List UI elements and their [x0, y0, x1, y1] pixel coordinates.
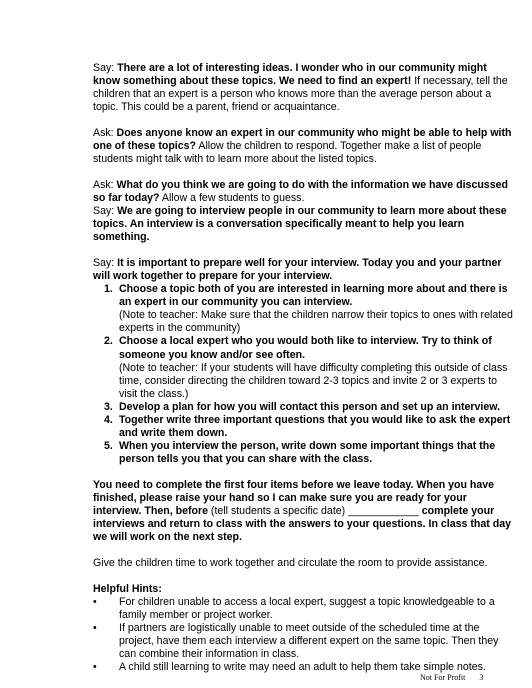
bullet-icon: • — [93, 622, 97, 635]
teacher-script: complete your interviews and return to class with the answers to your questions. In class that day we will work on the next step. — [93, 505, 511, 544]
helpful-hints-heading: Helpful Hints: — [93, 582, 162, 595]
paragraph-prepare — [93, 257, 513, 283]
bullet-icon: • — [93, 595, 97, 608]
paragraph-expert-intro — [93, 62, 513, 114]
step-text: Together write three important questions that you would like to ask the expert and write them down. — [119, 414, 511, 440]
teacher-script: There are a lot of interesting ideas. I wonder who in our community might know something about these topics. We need to find an expert! — [93, 62, 487, 88]
footer-text: Not For Profit — [420, 673, 466, 682]
step-number: 3. — [104, 400, 113, 413]
hint-text: A child still learning to write may need an adult to help them take simple notes. — [119, 661, 486, 674]
step-text: Choose a local expert who you would both like to interview. Try to think of someone you know and/or see often. — [119, 335, 492, 361]
list-item — [93, 414, 513, 440]
teacher-script: It is important to prepare well for your interview. Today you and your partner will work together to prepare for your interview. — [93, 256, 502, 282]
hints-list — [93, 596, 513, 675]
instruction-text: Allow the children to respond. Together make a list of people students might talk with to learn more about the listed topics. — [93, 140, 482, 166]
step-number: 2. — [104, 335, 113, 348]
speaker-label: Ask: — [93, 178, 117, 191]
speaker-label: Say: — [93, 256, 118, 269]
paragraph-complete-items — [93, 479, 513, 544]
step-number: 4. — [104, 414, 113, 427]
interview-prep-section — [93, 257, 513, 467]
teacher-note: (Note to teacher: Make sure that the children narrow their topics to ones with related experts in the community) — [119, 309, 513, 335]
instruction-text: If necessary, tell the children that an expert is a person who knows more than the average person about a topic. This could be a parent, friend or acquaintance. — [93, 75, 508, 114]
speaker-label: Ask: — [93, 126, 117, 139]
paragraph-work-time: Give the children time to work together and circulate the room to provide assistance. — [93, 557, 488, 570]
step-text: Choose a topic both of you are interested in learning more about and there is an expert in our community you can interview. — [119, 283, 508, 309]
step-number: 1. — [104, 283, 113, 296]
list-item — [93, 596, 513, 622]
page-number: 3 — [479, 673, 484, 682]
bullet-icon: • — [93, 661, 97, 674]
page-footer — [420, 673, 483, 682]
step-number: 5. — [104, 440, 113, 453]
list-item — [93, 440, 513, 466]
step-text: Develop a plan for how you will contact this person and set up an interview. — [119, 400, 501, 413]
list-item — [93, 401, 513, 414]
steps-list — [93, 283, 513, 466]
hint-text: If partners are logistically unable to meet outside of the scheduled time at the project, have them each interview a different expert on the same topic. Then they can combine their information in class. — [119, 622, 499, 661]
list-item — [93, 622, 513, 661]
teacher-script: You need to complete the first four items before we leave today. When you have finished, please raise your hand so I can make sure you are ready for your interview. Then, before — [93, 479, 495, 518]
paragraph-ask-information — [93, 179, 513, 244]
teacher-note: (Note to teacher: If your students will have difficulty completing this outside of class time, consider directing the children toward 2-3 topics and invite 2 or 3 experts to visit the class.) — [119, 361, 508, 400]
step-text: When you interview the person, write down some important things that the person tells you that you can share with the class. — [119, 440, 496, 466]
teacher-script: Does anyone know an expert in our community who might be able to help with one of these topics? — [93, 126, 512, 153]
hint-text: For children unable to access a local expert, suggest a topic knowledgeable to a family member or project worker. — [119, 595, 495, 621]
document-body — [93, 62, 513, 674]
list-item — [93, 283, 513, 335]
teacher-script: What do you think we are going to do with the information we have discussed so far today? — [93, 178, 508, 204]
speaker-label: Say: — [93, 205, 118, 218]
teacher-script: We are going to interview people in our community to learn more about these topics. An interview is a conversation specifically meant to help you learn something. — [93, 205, 507, 244]
instruction-text: Allow a few students to guess. — [159, 191, 305, 204]
date-instruction: (tell students a specific date) ____________ — [207, 505, 422, 518]
paragraph-ask-expert — [93, 127, 513, 166]
list-item — [93, 335, 513, 400]
speaker-label: Say: — [93, 62, 118, 74]
